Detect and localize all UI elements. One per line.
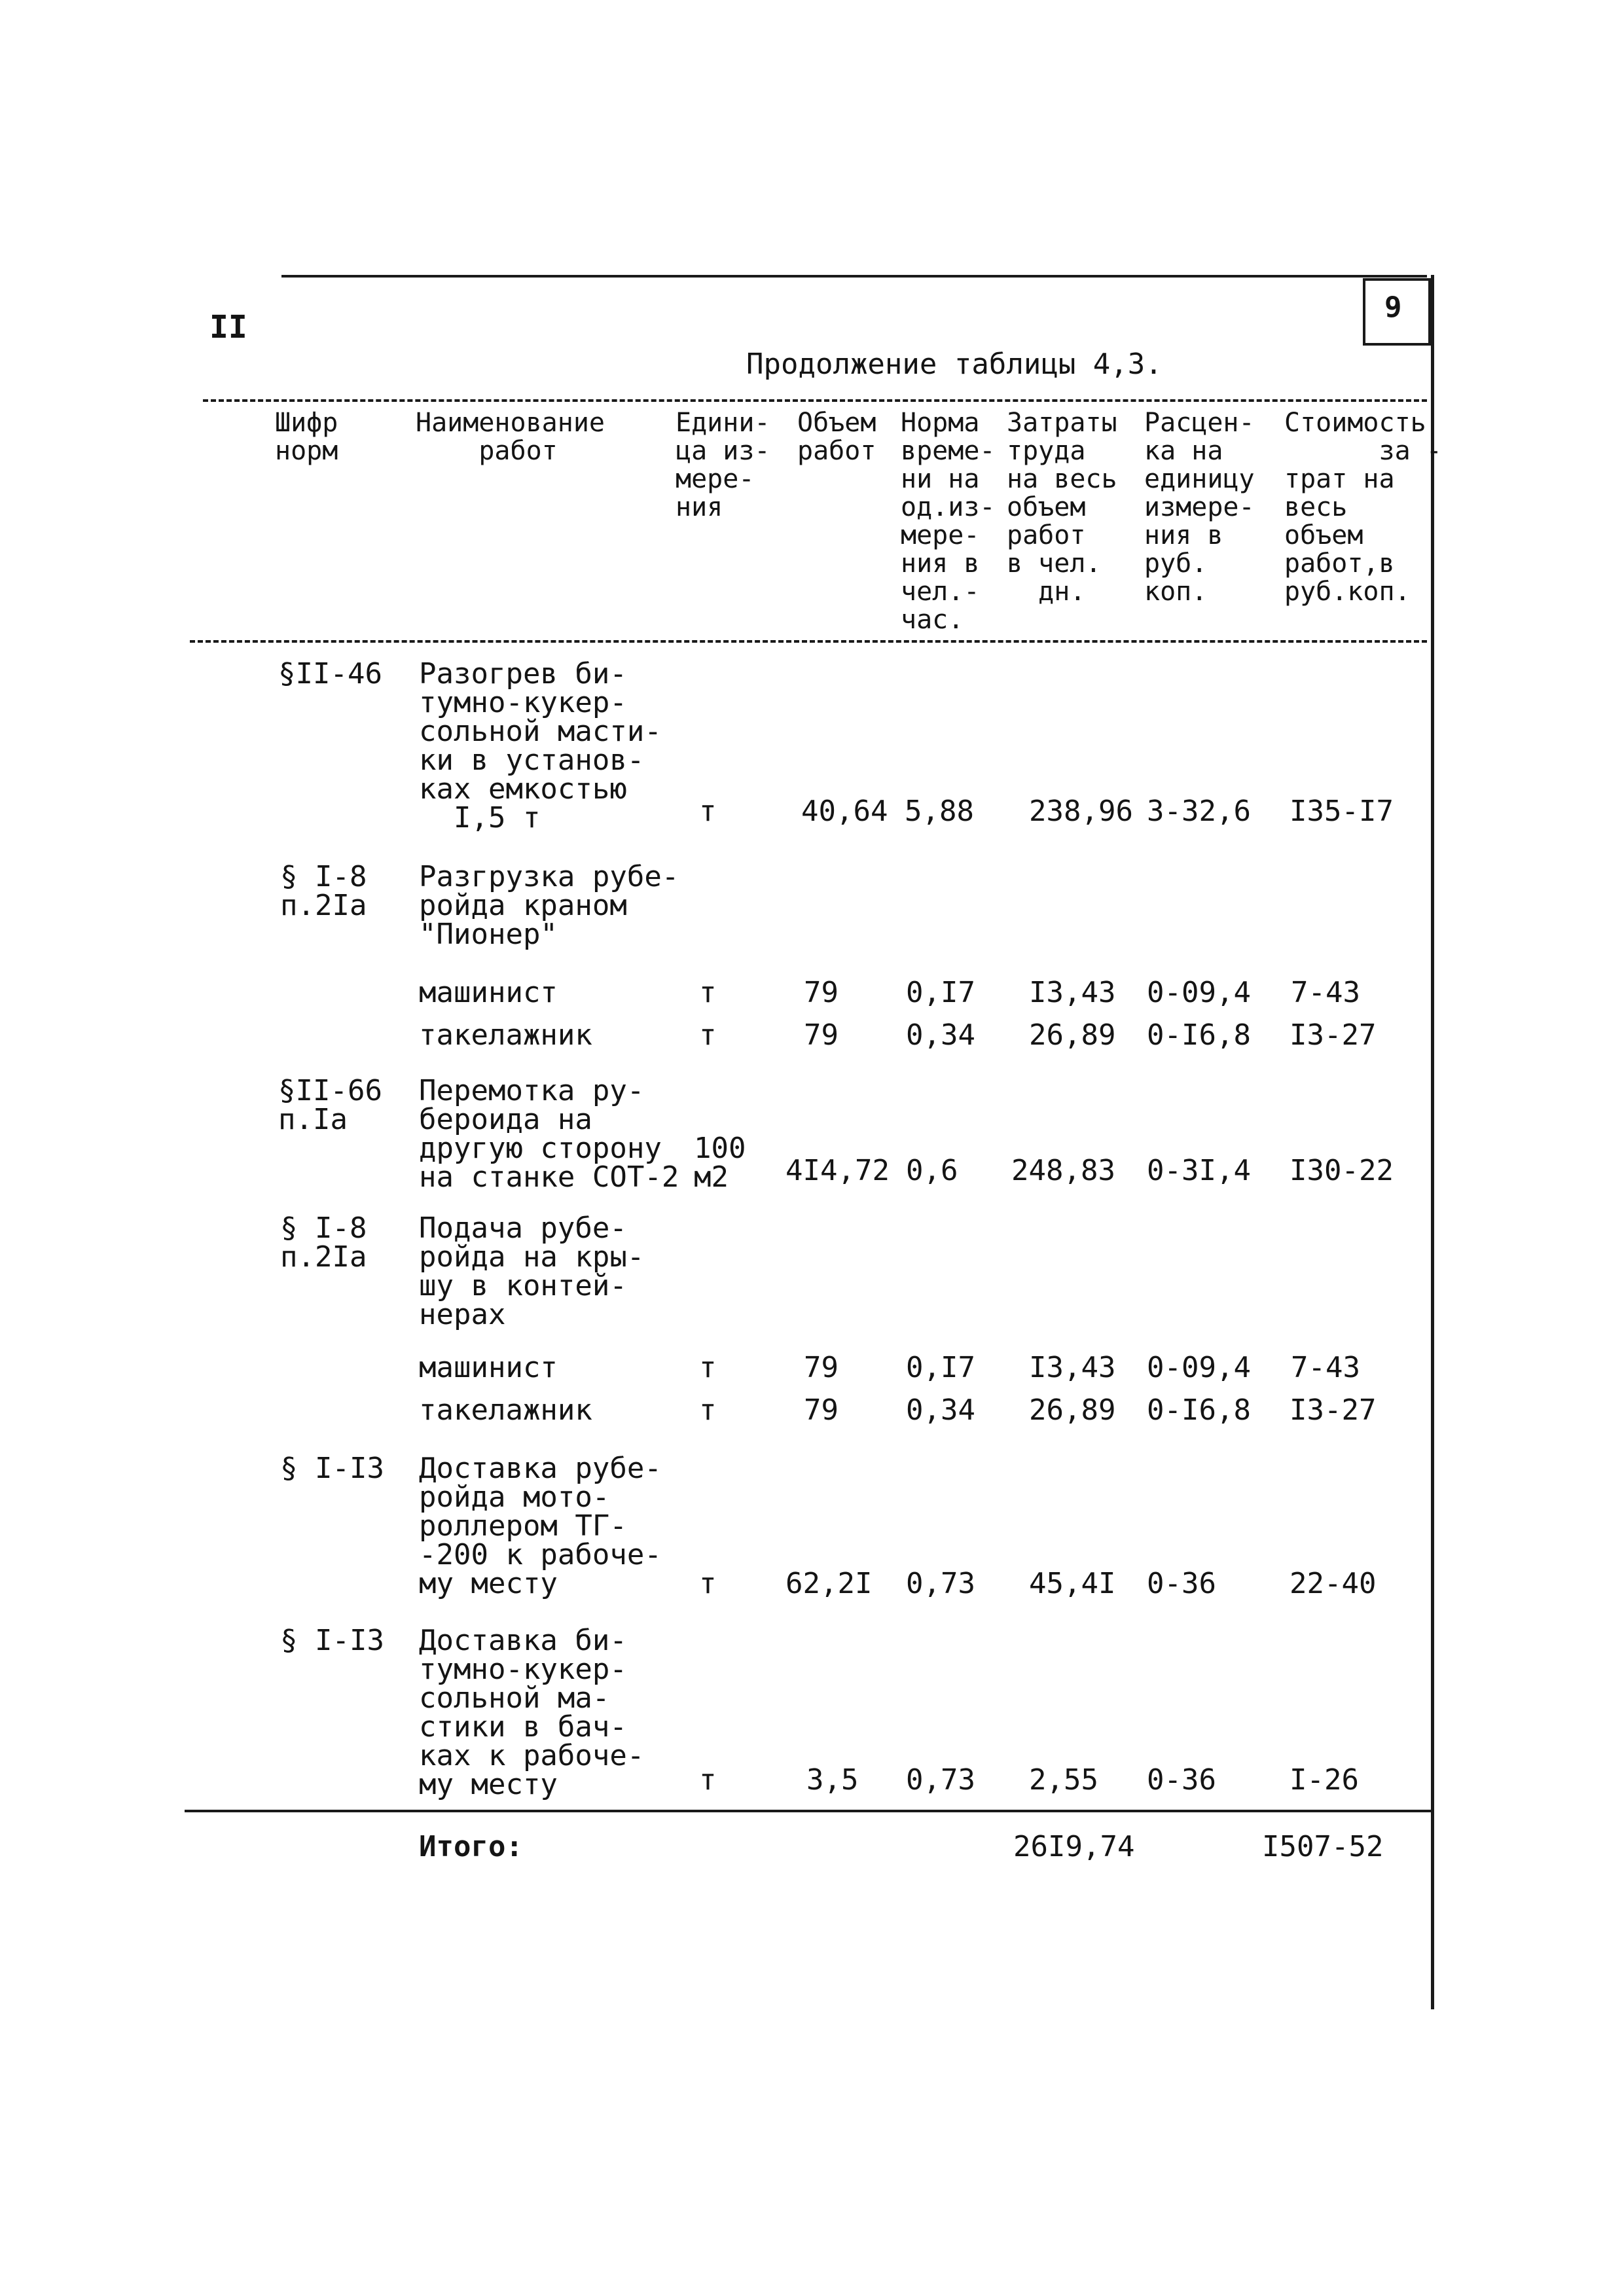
row-labor: 26,89 [1029, 1018, 1116, 1052]
row-rate: 0-09,4 [1147, 1351, 1251, 1384]
row-code: §II-46 [278, 657, 382, 691]
row-labor: 26,89 [1029, 1393, 1116, 1427]
col-header-cost: Стоимость за - трат на весь объем работ,в руб.коп. [1284, 408, 1442, 607]
row-norm: 0,34 [906, 1393, 975, 1427]
row-labor: I3,43 [1029, 976, 1116, 1009]
row-volume: 79 [804, 1393, 839, 1427]
row-labor: 2,55 [1029, 1763, 1098, 1797]
table-caption: Продолжение таблицы 4,3. [746, 348, 1163, 381]
row-cost: I3-27 [1290, 1393, 1377, 1427]
row-code: § I-I3 [280, 1452, 384, 1485]
row-labor: 45,4I [1029, 1567, 1116, 1600]
row-norm: 0,6 [906, 1154, 958, 1187]
row-volume: 79 [804, 1018, 839, 1052]
row-cost: I-26 [1290, 1763, 1359, 1797]
row-name: Разогрев би- тумно-кукер- сольной масти- ки в установ- ках емкостью I,5 т [419, 657, 662, 834]
col-header-norm: Норма време- ни на од.из- мере- ния в чел.- час. [901, 408, 996, 635]
row-labor: 248,83 [1011, 1154, 1115, 1187]
row-unit: т [699, 795, 717, 828]
row-labor: 238,96 [1029, 795, 1133, 828]
row-code: § I-I3 [280, 1624, 384, 1657]
row-unit: т [699, 1351, 717, 1384]
row-code: §II-66 п.Iа [278, 1074, 382, 1136]
row-unit: т [699, 976, 717, 1009]
row-name: Перемотка ру- бероида на другую сторону на станке СОТ-2 [419, 1074, 679, 1194]
row-name: машинист [419, 976, 558, 1009]
top-rule [281, 275, 1427, 278]
page-number: 9 [1384, 291, 1402, 324]
row-labor: I3,43 [1029, 1351, 1116, 1384]
row-name: Доставка рубе- ройда мото- роллером ТГ- -200 к рабоче- му месту [419, 1452, 662, 1600]
row-code: § I-8 п.2Iа [280, 1211, 367, 1274]
row-volume: 62,2I [785, 1567, 873, 1600]
row-name: Доставка би- тумно-кукер- сольной ма- стики в бач- ках к рабоче- му месту [419, 1624, 645, 1801]
row-norm: 0,I7 [906, 1351, 975, 1384]
col-header-name: Наименование работ [416, 408, 605, 466]
row-norm: 0,73 [906, 1763, 975, 1797]
row-rate: 0-I6,8 [1147, 1393, 1251, 1427]
row-unit: т [699, 1393, 717, 1427]
header-top-rule [203, 399, 1427, 402]
row-volume: 4I4,72 [785, 1154, 890, 1187]
col-header-unit: Едини- ца из- мере- ния [676, 408, 770, 522]
row-cost: 7-43 [1291, 976, 1360, 1009]
row-rate: 0-36 [1147, 1567, 1216, 1600]
row-unit: 100 м2 [694, 1132, 746, 1194]
total-rule [185, 1810, 1431, 1812]
col-header-code: Шифр норм [275, 408, 338, 466]
total-labor: 26I9,74 [1013, 1830, 1135, 1863]
row-norm: 0,34 [906, 1018, 975, 1052]
row-rate: 3-32,6 [1147, 795, 1251, 828]
row-norm: 5,88 [905, 795, 974, 828]
row-name: Разгрузка рубе- ройда краном "Пионер" [419, 860, 679, 951]
row-name: Подача рубе- ройда на кры- шу в контей- нерах [419, 1211, 645, 1331]
row-unit: т [699, 1018, 717, 1052]
total-cost: I507-52 [1262, 1830, 1384, 1863]
row-code: § I-8 п.2Iа [280, 860, 367, 922]
row-volume: 3,5 [806, 1763, 859, 1797]
page-left-number: II [209, 309, 247, 346]
col-header-labor: Затраты труда на весь объем работ в чел. дн. [1007, 408, 1117, 607]
row-rate: 0-36 [1147, 1763, 1216, 1797]
row-volume: 40,64 [801, 795, 888, 828]
row-name: машинист [419, 1351, 558, 1384]
col-header-rate: Расцен- ка на единицу измере- ния в руб. коп. [1144, 408, 1255, 607]
header-bottom-rule [190, 640, 1427, 643]
row-unit: т [699, 1567, 717, 1600]
col-header-volume: Объем работ [797, 408, 876, 466]
total-label: Итого: [419, 1830, 523, 1863]
row-cost: 7-43 [1291, 1351, 1360, 1384]
row-rate: 0-3I,4 [1147, 1154, 1251, 1187]
row-volume: 79 [804, 1351, 839, 1384]
row-rate: 0-09,4 [1147, 976, 1251, 1009]
row-name: такелажник [419, 1393, 592, 1427]
row-name: такелажник [419, 1018, 592, 1052]
row-unit: т [699, 1763, 717, 1797]
row-norm: 0,I7 [906, 976, 975, 1009]
row-cost: I35-I7 [1290, 795, 1394, 828]
row-volume: 79 [804, 976, 839, 1009]
row-rate: 0-I6,8 [1147, 1018, 1251, 1052]
row-cost: I3-27 [1290, 1018, 1377, 1052]
row-cost: I30-22 [1290, 1154, 1394, 1187]
row-norm: 0,73 [906, 1567, 975, 1600]
row-cost: 22-40 [1290, 1567, 1377, 1600]
